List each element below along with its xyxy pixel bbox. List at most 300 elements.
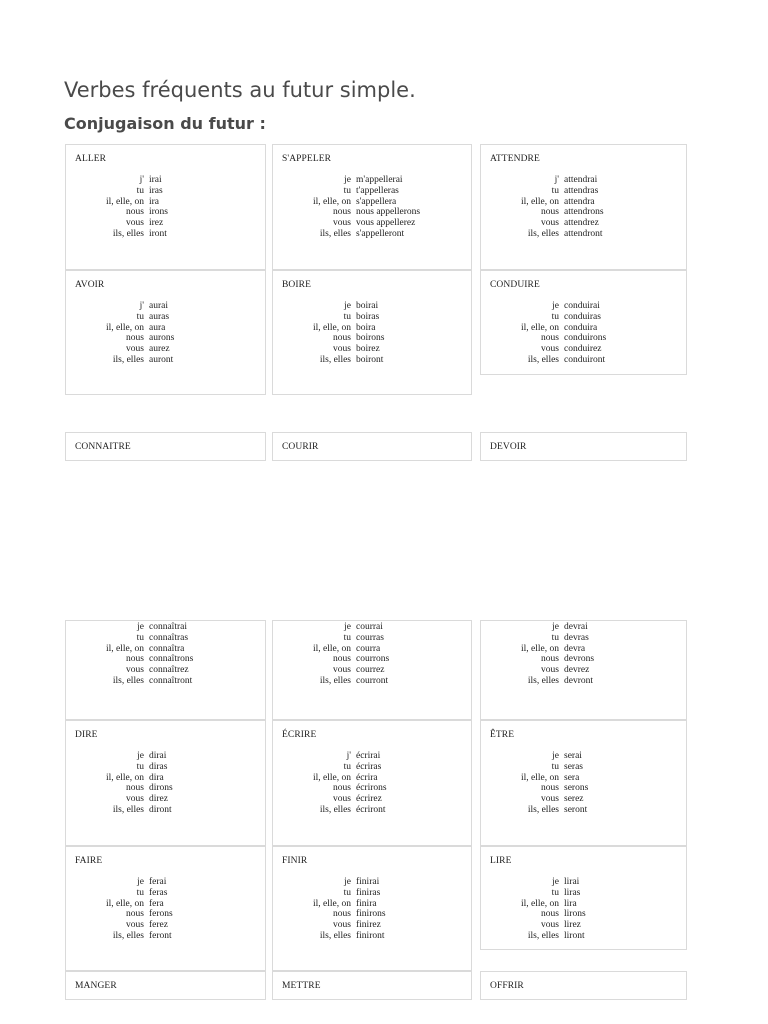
conjugation-row — [481, 175, 686, 186]
conjugation-row — [66, 301, 265, 312]
pronoun: il, elle, on — [106, 322, 144, 333]
pronoun: il, elle, on — [521, 898, 559, 909]
verb-card — [480, 720, 687, 846]
conjugation-row — [66, 773, 265, 784]
pronoun: vous — [541, 920, 559, 931]
pronoun: il, elle, on — [313, 898, 351, 909]
verb-form: courront — [356, 675, 389, 686]
conjugation-row — [273, 333, 471, 344]
conjugation-row — [273, 676, 471, 687]
conjugation-row — [66, 333, 265, 344]
verb-card — [65, 971, 266, 1000]
pronoun: vous — [333, 344, 351, 355]
conjugation-row — [481, 301, 686, 312]
pronoun: vous — [126, 794, 144, 805]
conjugation-row — [481, 805, 686, 816]
conjugation-table — [481, 622, 686, 687]
conjugation-row — [481, 794, 686, 805]
verb-form: courrez — [356, 665, 385, 676]
verb-form: serons — [564, 783, 589, 794]
conjugation-row — [66, 644, 265, 655]
verb-form: s'appellera — [356, 196, 397, 207]
pronoun: vous — [126, 665, 144, 676]
verb-name: AVOIR — [75, 280, 105, 290]
pronoun: vous — [333, 218, 351, 229]
page-title: Verbes fréquents au futur simple. — [64, 78, 416, 102]
verb-form: attendra — [564, 196, 595, 207]
verb-form: sera — [564, 772, 580, 783]
conjugation-row — [273, 197, 471, 208]
verb-form: finiras — [356, 887, 381, 898]
pronoun: nous — [333, 207, 351, 218]
verb-form: courra — [356, 643, 381, 654]
verb-card — [272, 620, 472, 720]
verb-form: devras — [564, 632, 589, 643]
pronoun: ils, elles — [319, 354, 351, 365]
conjugation-row — [481, 197, 686, 208]
pronoun: tu — [343, 185, 351, 196]
conjugation-row — [481, 762, 686, 773]
conjugation-row — [481, 186, 686, 197]
verb-card — [65, 846, 266, 971]
pronoun: vous — [333, 920, 351, 931]
verb-form: liront — [564, 930, 585, 941]
pronoun: je — [137, 751, 144, 761]
pronoun: il, elle, on — [313, 643, 351, 654]
pronoun: il, elle, on — [521, 772, 559, 783]
pronoun: je — [344, 877, 351, 887]
conjugation-row — [481, 920, 686, 931]
conjugation-row — [273, 323, 471, 334]
conjugation-row — [481, 654, 686, 665]
verb-form: boiront — [356, 354, 384, 365]
pronoun: je — [137, 622, 144, 632]
pronoun: tu — [343, 311, 351, 322]
conjugation-row — [273, 312, 471, 323]
verb-form: écrirai — [356, 751, 381, 761]
pronoun: nous — [126, 654, 144, 665]
conjugation-row — [66, 312, 265, 323]
conjugation-row — [273, 805, 471, 816]
verb-form: conduira — [564, 322, 598, 333]
verb-form: lirai — [564, 877, 580, 887]
verb-form: feras — [149, 887, 168, 898]
pronoun: je — [552, 301, 559, 311]
conjugation-row — [481, 931, 686, 942]
verb-form: courras — [356, 632, 384, 643]
conjugation-table — [273, 751, 471, 816]
pronoun: tu — [136, 887, 144, 898]
pronoun: nous — [333, 909, 351, 920]
verb-name: CONDUIRE — [490, 280, 540, 290]
verb-form: nous appellerons — [356, 207, 421, 218]
conjugation-row — [66, 622, 265, 633]
pronoun: nous — [541, 207, 559, 218]
verb-form: serez — [564, 794, 584, 805]
verb-form: irez — [149, 218, 164, 229]
verb-form: diras — [149, 761, 168, 772]
verb-form: auras — [149, 311, 170, 322]
verb-form: attendrons — [564, 207, 604, 218]
conjugation-row — [273, 633, 471, 644]
conjugation-table — [66, 622, 265, 687]
conjugation-row — [481, 665, 686, 676]
pronoun: ils, elles — [319, 228, 351, 239]
verb-form: lira — [564, 898, 577, 909]
conjugation-row — [481, 773, 686, 784]
verb-form: écrira — [356, 772, 378, 783]
verb-name: CONNAITRE — [75, 442, 131, 452]
pronoun: tu — [136, 185, 144, 196]
pronoun: j' — [139, 301, 144, 311]
verb-form: ferez — [149, 920, 168, 931]
conjugation-row — [273, 783, 471, 794]
pronoun: tu — [551, 185, 559, 196]
verb-form: courrons — [356, 654, 390, 665]
verb-form: irai — [149, 175, 162, 185]
conjugation-row — [66, 909, 265, 920]
pronoun: vous — [333, 665, 351, 676]
verb-form: courrai — [356, 622, 383, 632]
verb-form: boiras — [356, 311, 380, 322]
verb-form: conduirez — [564, 344, 602, 355]
pronoun: ils, elles — [527, 930, 559, 941]
conjugation-row — [66, 633, 265, 644]
verb-form: dirons — [149, 783, 173, 794]
verb-form: attendras — [564, 185, 599, 196]
verb-name: MANGER — [75, 981, 117, 991]
conjugation-row — [66, 794, 265, 805]
verb-card — [272, 270, 472, 395]
verb-form: m'appellerai — [356, 175, 403, 185]
conjugation-row — [273, 773, 471, 784]
conjugation-row — [66, 323, 265, 334]
verb-form: dira — [149, 772, 164, 783]
conjugation-table — [66, 301, 265, 366]
pronoun: vous — [541, 665, 559, 676]
pronoun: nous — [126, 333, 144, 344]
pronoun: tu — [136, 761, 144, 772]
verb-form: serai — [564, 751, 582, 761]
conjugation-row — [273, 665, 471, 676]
verb-form: ferai — [149, 877, 167, 887]
pronoun: il, elle, on — [313, 196, 351, 207]
conjugation-table — [481, 877, 686, 942]
conjugation-row — [481, 877, 686, 888]
conjugation-row — [273, 229, 471, 240]
pronoun: ils, elles — [527, 804, 559, 815]
section-heading: Conjugaison du futur : — [64, 114, 266, 133]
pronoun: vous — [541, 218, 559, 229]
verb-form: iras — [149, 185, 163, 196]
conjugation-row — [273, 301, 471, 312]
conjugation-row — [273, 175, 471, 186]
conjugation-row — [273, 654, 471, 665]
verb-form: seras — [564, 761, 583, 772]
conjugation-row — [273, 218, 471, 229]
verb-form: ira — [149, 196, 160, 207]
pronoun: ils, elles — [319, 675, 351, 686]
pronoun: ils, elles — [112, 354, 144, 365]
conjugation-row — [273, 794, 471, 805]
verb-form: s'appelleront — [356, 228, 405, 239]
verb-form: conduirons — [564, 333, 607, 344]
conjugation-row — [481, 229, 686, 240]
verb-form: finirai — [356, 877, 380, 887]
conjugation-table — [66, 175, 265, 240]
verb-form: devrai — [564, 622, 588, 632]
verb-form: aurai — [149, 301, 168, 311]
conjugation-row — [481, 783, 686, 794]
pronoun: tu — [551, 761, 559, 772]
conjugation-row — [273, 207, 471, 218]
conjugation-row — [481, 207, 686, 218]
pronoun: ils, elles — [112, 675, 144, 686]
pronoun: je — [552, 751, 559, 761]
pronoun: ils, elles — [112, 930, 144, 941]
verb-form: liras — [564, 887, 581, 898]
conjugation-row — [66, 805, 265, 816]
verb-form: finirez — [356, 920, 381, 931]
pronoun: j' — [346, 751, 351, 761]
verb-form: irons — [149, 207, 168, 218]
verb-form: boirons — [356, 333, 385, 344]
pronoun: nous — [541, 333, 559, 344]
verb-form: écrirez — [356, 794, 382, 805]
conjugation-row — [66, 207, 265, 218]
verb-form: attendront — [564, 228, 603, 239]
conjugation-row — [66, 920, 265, 931]
verb-name: BOIRE — [282, 280, 311, 290]
verb-form: devrez — [564, 665, 590, 676]
pronoun: il, elle, on — [313, 772, 351, 783]
pronoun: nous — [541, 654, 559, 665]
conjugation-row — [66, 877, 265, 888]
conjugation-table — [481, 301, 686, 366]
pronoun: tu — [136, 632, 144, 643]
verb-form: attendrai — [564, 175, 598, 185]
conjugation-row — [66, 344, 265, 355]
verb-form: connaîtrez — [149, 665, 189, 676]
pronoun: tu — [136, 311, 144, 322]
pronoun: tu — [551, 311, 559, 322]
verb-form: t'appelleras — [356, 185, 399, 196]
pronoun: nous — [333, 654, 351, 665]
verb-card — [480, 846, 687, 950]
verb-form: écrirons — [356, 783, 387, 794]
pronoun: il, elle, on — [106, 772, 144, 783]
pronoun: il, elle, on — [521, 322, 559, 333]
verb-name: OFFRIR — [490, 981, 524, 991]
pronoun: ils, elles — [112, 228, 144, 239]
verb-form: fera — [149, 898, 164, 909]
verb-card — [272, 971, 472, 1000]
verb-form: boirez — [356, 344, 380, 355]
verb-card — [480, 432, 687, 461]
verb-form: conduiras — [564, 311, 601, 322]
pronoun: ils, elles — [527, 675, 559, 686]
verb-name: DEVOIR — [490, 442, 527, 452]
conjugation-row — [66, 654, 265, 665]
verb-card — [480, 144, 687, 270]
pronoun: j' — [139, 175, 144, 185]
pronoun: ils, elles — [527, 228, 559, 239]
verb-card — [65, 270, 266, 395]
verb-card — [480, 971, 687, 1000]
verb-name: S'APPELER — [282, 154, 332, 164]
verb-form: écriront — [356, 804, 386, 815]
conjugation-row — [481, 218, 686, 229]
pronoun: vous — [541, 794, 559, 805]
verb-card — [480, 620, 687, 720]
verb-card — [272, 144, 472, 270]
pronoun: tu — [343, 632, 351, 643]
conjugation-row — [66, 186, 265, 197]
pronoun: vous — [126, 218, 144, 229]
pronoun: je — [344, 175, 351, 185]
conjugation-row — [481, 355, 686, 366]
pronoun: ils, elles — [112, 804, 144, 815]
verb-form: finira — [356, 898, 377, 909]
conjugation-row — [273, 899, 471, 910]
verb-card — [272, 846, 472, 971]
pronoun: je — [137, 877, 144, 887]
conjugation-row — [273, 931, 471, 942]
pronoun: vous — [541, 344, 559, 355]
conjugation-row — [481, 333, 686, 344]
conjugation-row — [66, 665, 265, 676]
verb-form: devra — [564, 643, 586, 654]
verb-card — [272, 720, 472, 846]
conjugation-table — [481, 175, 686, 240]
verb-name: ALLER — [75, 154, 107, 164]
conjugation-row — [273, 186, 471, 197]
conjugation-row — [481, 323, 686, 334]
conjugation-row — [66, 676, 265, 687]
conjugation-row — [481, 344, 686, 355]
pronoun: ils, elles — [319, 804, 351, 815]
verb-name: DIRE — [75, 730, 98, 740]
pronoun: j' — [554, 175, 559, 185]
verb-card — [65, 144, 266, 270]
conjugation-row — [273, 920, 471, 931]
verb-form: connaîtra — [149, 643, 185, 654]
verb-form: aurez — [149, 344, 170, 355]
verb-form: diront — [149, 804, 172, 815]
verb-form: boira — [356, 322, 376, 333]
verb-form: écriras — [356, 761, 382, 772]
conjugation-row — [481, 622, 686, 633]
conjugation-row — [481, 909, 686, 920]
verb-form: conduirai — [564, 301, 600, 311]
pronoun: il, elle, on — [106, 643, 144, 654]
pronoun: ils, elles — [319, 930, 351, 941]
verb-form: connaîtrons — [149, 654, 194, 665]
conjugation-row — [273, 751, 471, 762]
pronoun: je — [344, 301, 351, 311]
verb-form: aurons — [149, 333, 175, 344]
conjugation-row — [481, 633, 686, 644]
verb-name: FINIR — [282, 856, 308, 866]
verb-form: devront — [564, 675, 594, 686]
verb-form: connaîtrai — [149, 622, 187, 632]
verb-form: connaîtras — [149, 632, 189, 643]
verb-form: feront — [149, 930, 172, 941]
verb-form: finiront — [356, 930, 385, 941]
verb-name: COURIR — [282, 442, 319, 452]
conjugation-row — [481, 644, 686, 655]
conjugation-row — [481, 751, 686, 762]
verb-form: conduiront — [564, 354, 606, 365]
pronoun: vous — [126, 920, 144, 931]
conjugation-row — [66, 899, 265, 910]
conjugation-row — [66, 229, 265, 240]
pronoun: il, elle, on — [313, 322, 351, 333]
conjugation-row — [273, 877, 471, 888]
conjugation-row — [273, 644, 471, 655]
pronoun: vous — [126, 344, 144, 355]
conjugation-table — [66, 751, 265, 816]
verb-name: LIRE — [490, 856, 512, 866]
verb-form: direz — [149, 794, 168, 805]
pronoun: nous — [126, 909, 144, 920]
conjugation-table — [273, 301, 471, 366]
conjugation-row — [481, 888, 686, 899]
pronoun: tu — [551, 632, 559, 643]
pronoun: nous — [126, 207, 144, 218]
conjugation-row — [66, 783, 265, 794]
pronoun: vous — [333, 794, 351, 805]
pronoun: il, elle, on — [521, 196, 559, 207]
pronoun: nous — [126, 783, 144, 794]
conjugation-table — [273, 175, 471, 240]
conjugation-table — [273, 622, 471, 687]
pronoun: tu — [343, 761, 351, 772]
conjugation-row — [481, 676, 686, 687]
verb-form: seront — [564, 804, 588, 815]
verb-form: attendrez — [564, 218, 599, 229]
conjugation-row — [66, 197, 265, 208]
verb-name: ATTENDRE — [490, 154, 540, 164]
pronoun: il, elle, on — [106, 898, 144, 909]
pronoun: il, elle, on — [106, 196, 144, 207]
conjugation-row — [273, 355, 471, 366]
conjugation-row — [66, 762, 265, 773]
conjugation-row — [66, 931, 265, 942]
conjugation-row — [66, 175, 265, 186]
pronoun: je — [344, 622, 351, 632]
conjugation-row — [66, 218, 265, 229]
verb-form: iront — [149, 228, 167, 239]
verb-name: ÉCRIRE — [282, 730, 317, 740]
pronoun: je — [552, 622, 559, 632]
conjugation-row — [273, 762, 471, 773]
verb-form: lirons — [564, 909, 586, 920]
pronoun: ils, elles — [527, 354, 559, 365]
verb-card — [272, 432, 472, 461]
verb-form: ferons — [149, 909, 173, 920]
verb-form: devrons — [564, 654, 595, 665]
pronoun: tu — [343, 887, 351, 898]
verb-form: connaîtront — [149, 675, 193, 686]
conjugation-row — [481, 899, 686, 910]
verb-form: auront — [149, 354, 174, 365]
conjugation-row — [273, 888, 471, 899]
conjugation-row — [481, 312, 686, 323]
conjugation-row — [66, 355, 265, 366]
verb-form: lirez — [564, 920, 581, 931]
verb-form: boirai — [356, 301, 379, 311]
